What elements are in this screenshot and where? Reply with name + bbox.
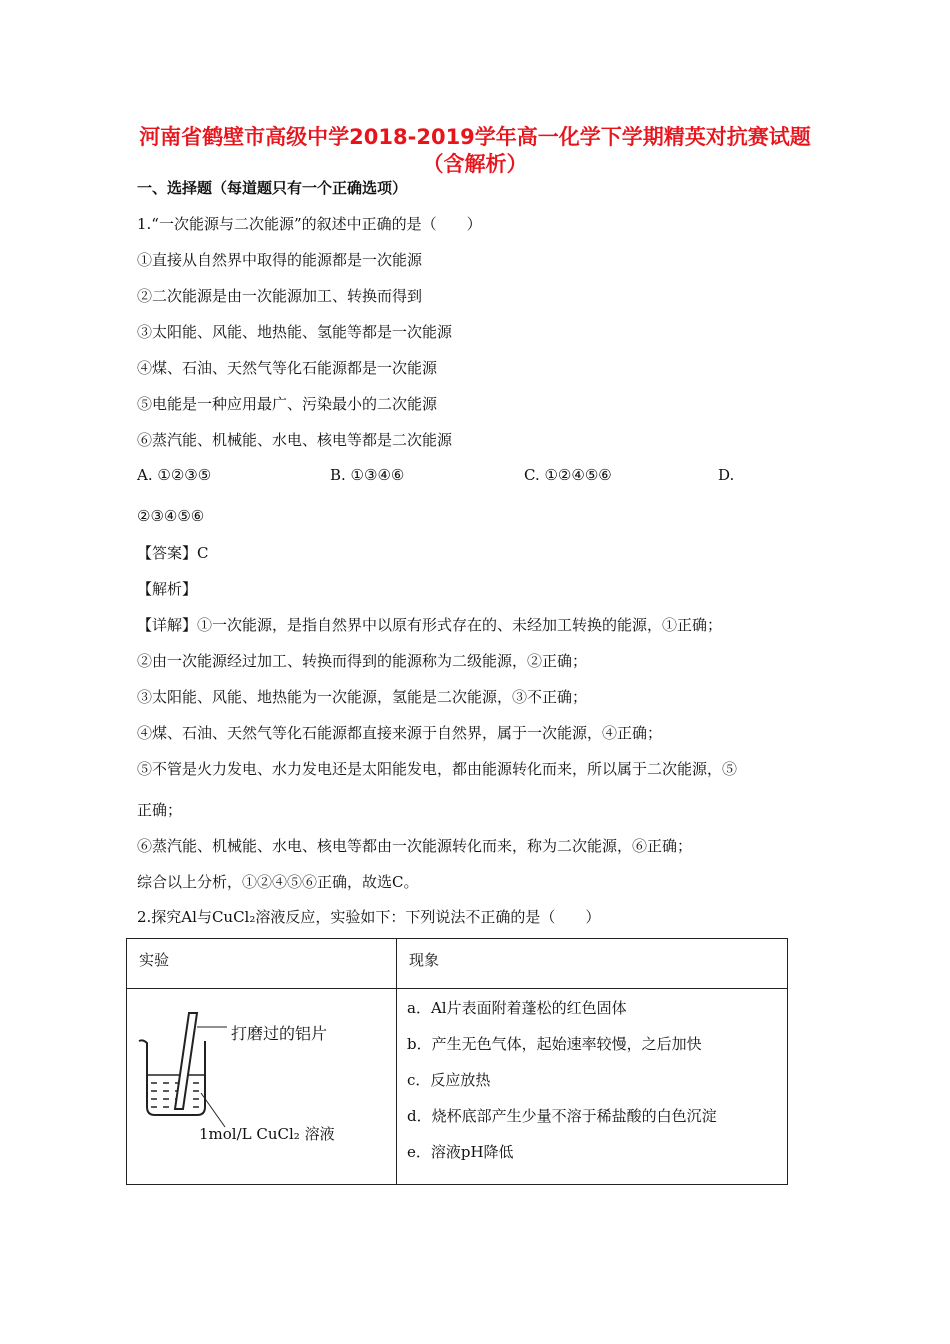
option-c: C. ①②④⑤⑥ — [524, 466, 612, 484]
header-phenomenon: 现象 — [397, 939, 788, 989]
option-d-value: ②③④⑤⑥ — [137, 507, 205, 525]
analysis-line: 正确； — [137, 801, 183, 819]
observation-c: c．反应放热 — [407, 1071, 491, 1089]
analysis-line: ③太阳能、风能、地热能为一次能源，氢能是二次能源，③不正确； — [137, 688, 588, 706]
analysis-line: 【详解】①一次能源，是指自然界中以原有形式存在的、未经加工转换的能源，①正确； — [137, 616, 723, 634]
observation-a: a．Al片表面附着蓬松的红色固体 — [407, 999, 627, 1017]
experiment-figure-cell — [127, 989, 397, 1185]
statement-1: ①直接从自然界中取得的能源都是一次能源 — [137, 251, 423, 269]
header-experiment: 实验 — [127, 939, 397, 989]
beaker-diagram — [127, 989, 397, 1185]
analysis-line: ④煤、石油、天然气等化石能源都直接来源于自然界，属于一次能源，④正确； — [137, 724, 663, 742]
observation-d: d．烧杯底部产生少量不溶于稀盐酸的白色沉淀 — [407, 1107, 717, 1125]
statement-5: ⑤电能是一种应用最广、污染最小的二次能源 — [137, 395, 438, 413]
figure-label-strip: 打磨过的铝片 — [231, 1024, 328, 1043]
analysis-heading: 【解析】 — [137, 580, 198, 598]
figure-label-solution: 1mol/L CuCl₂ 溶液 — [199, 1125, 335, 1143]
observation-e: e．溶液pH降低 — [407, 1143, 514, 1161]
analysis-line: ⑤不管是火力发电、水力发电还是太阳能发电，都由能源转化而来，所以属于二次能源，⑤ — [137, 760, 738, 778]
question-1-stem: 1.“一次能源与二次能源”的叙述中正确的是（ ） — [137, 215, 482, 233]
statement-3: ③太阳能、风能、地热能、氢能等都是一次能源 — [137, 323, 453, 341]
option-a: A. ①②③⑤ — [137, 466, 212, 484]
analysis-line: 综合以上分析，①②④⑤⑥正确，故选C。 — [137, 873, 419, 891]
option-d-label: D. — [718, 466, 735, 484]
document-title: 河南省鹤壁市高级中学2018-2019学年高一化学下学期精英对抗赛试题（含解析） — [139, 125, 811, 176]
aluminum-strip — [175, 1013, 197, 1109]
option-b: B. ①③④⑥ — [330, 466, 405, 484]
section-heading: 一、选择题（每道题只有一个正确选项） — [137, 179, 408, 197]
observation-b: b．产生无色气体，起始速率较慢，之后加快 — [407, 1035, 702, 1053]
analysis-line: ⑥蒸汽能、机械能、水电、核电等都由一次能源转化而来，称为二次能源，⑥正确； — [137, 837, 693, 855]
answer: 【答案】C — [137, 544, 209, 562]
statement-6: ⑥蒸汽能、机械能、水电、核电等都是二次能源 — [137, 431, 453, 449]
analysis-line: ②由一次能源经过加工、转换而得到的能源称为二级能源，②正确； — [137, 652, 588, 670]
experiment-table — [126, 938, 788, 1185]
beaker-outline — [139, 1040, 205, 1115]
question-2-stem: 2.探究Al与CuCl₂溶液反应，实验如下：下列说法不正确的是（ ） — [137, 908, 601, 926]
statement-2: ②二次能源是由一次能源加工、转换而得到 — [137, 287, 423, 305]
observations-cell — [397, 989, 788, 1185]
statement-4: ④煤、石油、天然气等化石能源都是一次能源 — [137, 359, 438, 377]
